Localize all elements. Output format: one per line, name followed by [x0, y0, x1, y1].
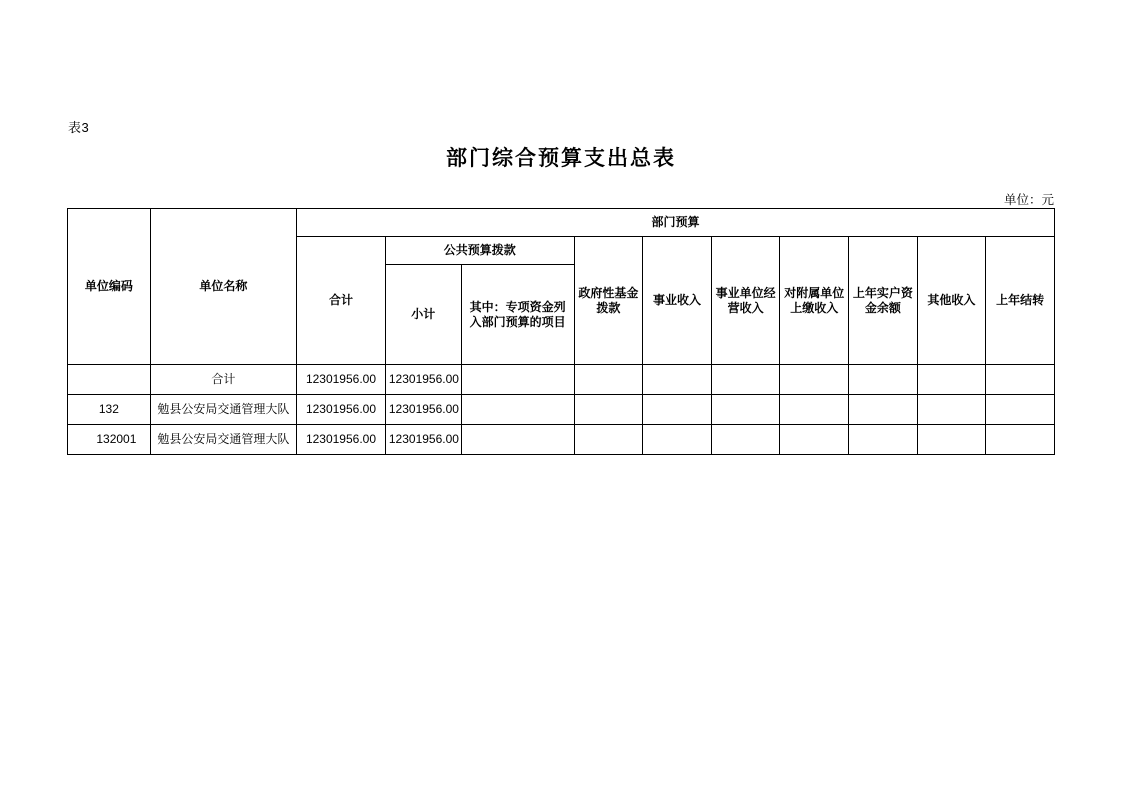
cell-unit-name: 合计 — [150, 365, 296, 395]
cell-affiliated-unit-payment — [780, 425, 849, 455]
cell-prev-year-balance — [849, 365, 918, 395]
page-title: 部门综合预算支出总表 — [446, 147, 676, 170]
cell-gov-fund-allocation — [574, 395, 643, 425]
cell-unit-code: 132001 — [68, 425, 151, 455]
cell-total: 12301956.00 — [297, 395, 386, 425]
cell-gov-fund-allocation — [574, 425, 643, 455]
table-body — [68, 365, 1055, 455]
header-unit-code: 单位编码 — [68, 209, 151, 365]
cell-business-unit-operating-income — [711, 425, 780, 455]
cell-business-unit-operating-income — [711, 395, 780, 425]
cell-special-fund — [461, 395, 574, 425]
header-other-income: 其他收入 — [917, 237, 986, 365]
header-gov-fund-allocation: 政府性基金拨款 — [574, 237, 643, 365]
header-prev-year-balance: 上年实户资金余额 — [849, 237, 918, 365]
header-unit-name: 单位名称 — [150, 209, 296, 365]
cell-total: 12301956.00 — [297, 365, 386, 395]
cell-prev-year-carryover — [986, 425, 1055, 455]
cell-business-income — [643, 395, 712, 425]
cell-prev-year-balance — [849, 395, 918, 425]
cell-affiliated-unit-payment — [780, 395, 849, 425]
header-public-budget-allocation: 公共预算拨款 — [385, 237, 574, 265]
cell-business-income — [643, 425, 712, 455]
cell-total: 12301956.00 — [297, 425, 386, 455]
header-subtotal: 小计 — [385, 265, 461, 365]
cell-other-income — [917, 395, 986, 425]
cell-special-fund — [461, 425, 574, 455]
cell-prev-year-carryover — [986, 395, 1055, 425]
cell-subtotal: 12301956.00 — [385, 425, 461, 455]
cell-unit-name: 勉县公安局交通管理大队 — [150, 425, 296, 455]
header-dept-budget: 部门预算 — [297, 209, 1055, 237]
table-row — [68, 365, 1055, 395]
unit-note: 单位：元 — [1003, 193, 1054, 207]
header-prev-year-carryover: 上年结转 — [986, 237, 1055, 365]
header-business-income: 事业收入 — [643, 237, 712, 365]
cell-unit-name: 勉县公安局交通管理大队 — [150, 395, 296, 425]
budget-expenditure-table — [67, 208, 1055, 455]
sheet-label: 表3 — [68, 120, 90, 135]
cell-special-fund — [461, 365, 574, 395]
header-special-fund: 其中：专项资金列入部门预算的项目 — [461, 265, 574, 365]
header-affiliated-unit-payment: 对附属单位上缴收入 — [780, 237, 849, 365]
cell-gov-fund-allocation — [574, 365, 643, 395]
cell-affiliated-unit-payment — [780, 365, 849, 395]
cell-prev-year-carryover — [986, 365, 1055, 395]
cell-business-unit-operating-income — [711, 365, 780, 395]
cell-subtotal: 12301956.00 — [385, 365, 461, 395]
cell-unit-code: 132 — [68, 395, 151, 425]
table-row — [68, 425, 1055, 455]
cell-other-income — [917, 425, 986, 455]
cell-other-income — [917, 365, 986, 395]
cell-business-income — [643, 365, 712, 395]
cell-unit-code — [68, 365, 151, 395]
header-business-unit-operating-income: 事业单位经营收入 — [711, 237, 780, 365]
cell-subtotal: 12301956.00 — [385, 395, 461, 425]
header-total: 合计 — [297, 237, 386, 365]
cell-prev-year-balance — [849, 425, 918, 455]
table-row — [68, 395, 1055, 425]
